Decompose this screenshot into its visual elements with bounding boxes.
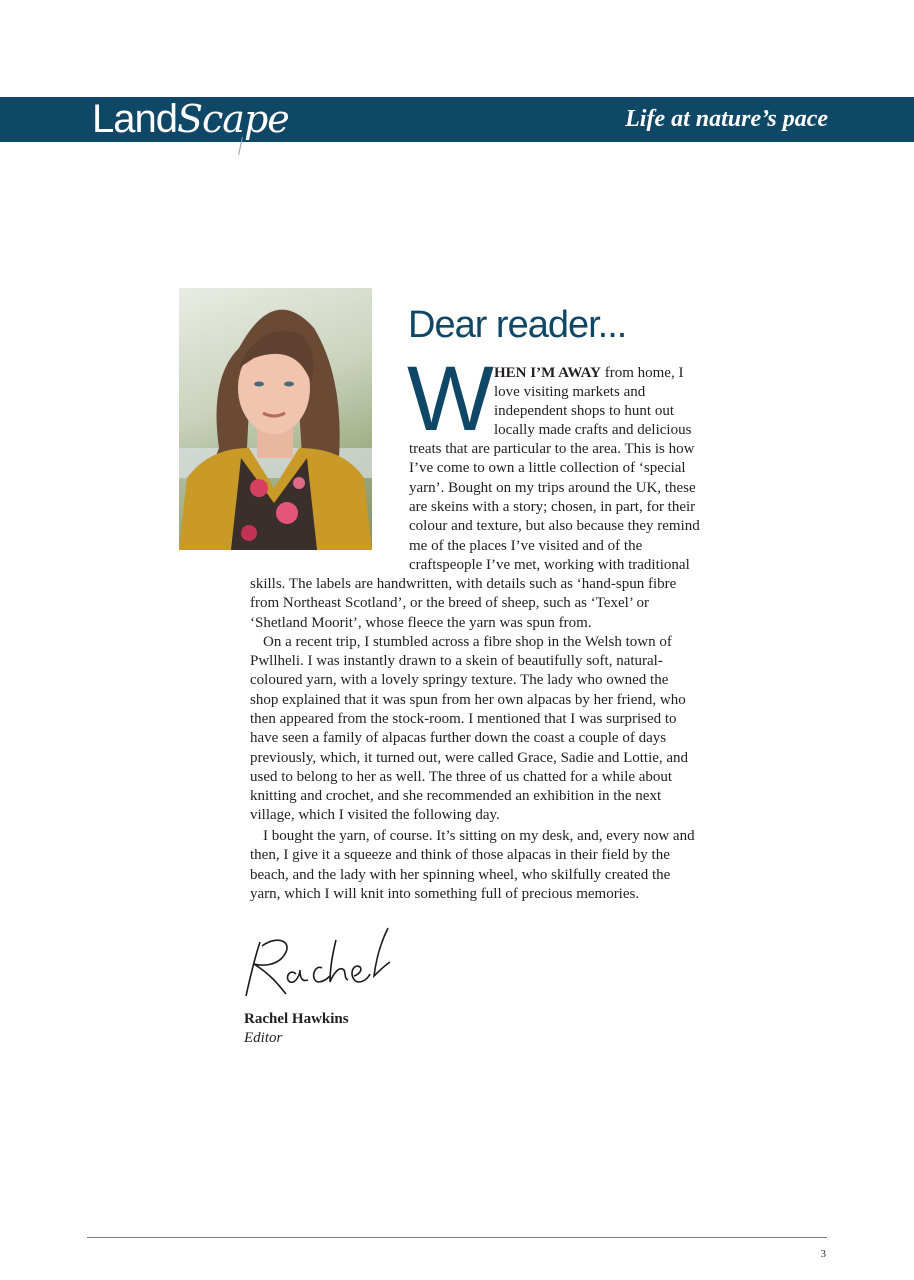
portrait-illustration (179, 288, 372, 550)
body-line: shop explained that it was spun from her own alpacas by her friend, who (250, 692, 686, 708)
body-line-text: from home, I (600, 365, 684, 381)
logo-land: Land (92, 97, 177, 141)
body-line: yarn’. Bought on my trips around the UK, these (409, 480, 696, 496)
body-line: skills. The labels are handwritten, with details such as ‘hand-spun fibre (250, 576, 677, 592)
body-line: ‘Shetland Moorit’, whose fleece the yarn was spun from. (250, 615, 592, 631)
body-line: I bought the yarn, of course. It’s sitting on my desk, and, every now and (263, 828, 695, 844)
body-line: me of the places I’ve visited and of the (409, 538, 643, 554)
magazine-tagline: Life at nature’s pace (625, 106, 828, 132)
body-line: then appeared from the stock-room. I mentioned that I was surprised to (250, 711, 677, 727)
body-line: coloured yarn, with a lovely springy texture. The lady who owned the (250, 672, 669, 688)
body-line: village, which I visited the following day. (250, 807, 500, 823)
body-line: locally made crafts and delicious (494, 422, 692, 438)
landscape-logo (92, 96, 289, 142)
body-line: have seen a family of alpacas further down the coast a couple of days (250, 730, 667, 746)
page-number: 3 (820, 1248, 826, 1260)
body-line: previously, which, it turned out, were called Grace, Sadie and Lottie, and (250, 750, 689, 766)
editor-role: Editor (244, 1030, 283, 1046)
body-line: then, I give it a squeeze and think of those alpacas in their field by the (250, 847, 670, 863)
editor-name: Rachel Hawkins (244, 1011, 349, 1027)
body-line: Pwllheli. I was instantly drawn to a skein of beautifully soft, natural- (250, 653, 663, 669)
body-line: beach, and the lady with her spinning wheel, who skilfully created the (250, 867, 671, 883)
body-line: craftspeople I’ve met, working with traditional (409, 557, 690, 573)
footer-divider (87, 1237, 827, 1238)
body-line: love visiting markets and (494, 384, 646, 400)
handwritten-signature (238, 920, 408, 1002)
body-line: independent shops to hunt out (494, 403, 674, 419)
body-line: colour and texture, but also because they remind (409, 518, 700, 534)
body-line: are skeins with a story; chosen, in part, for their (409, 499, 696, 515)
body-line (494, 364, 683, 383)
editor-portrait-photo (179, 288, 372, 550)
signature-text: Rachel (238, 920, 241, 921)
page-title: Dear reader... (408, 304, 627, 346)
body-line: On a recent trip, I stumbled across a fibre shop in the Welsh town of (263, 634, 672, 650)
logo-scape: Scape (176, 97, 289, 141)
drop-cap-letter: W (407, 348, 488, 450)
lead-in-text: HEN I’M AWAY (494, 365, 601, 381)
body-line: I’ve come to own a little collection of ‘special (409, 460, 686, 476)
body-line: knitting and crochet, and she recommended an exhibition in the next (250, 788, 662, 804)
body-line: from Northeast Scotland’, or the breed of sheep, such as ‘Texel’ or (250, 595, 649, 611)
body-line: yarn, which I will knit into something full of precious memories. (250, 886, 640, 902)
body-line: treats that are particular to the area. This is how (409, 441, 695, 457)
body-line: used to belong to her as well. The three of us chatted for a while about (250, 769, 673, 785)
